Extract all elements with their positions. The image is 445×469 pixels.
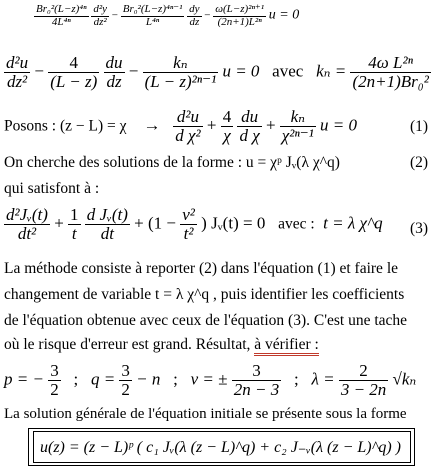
eq2-c [104, 54, 125, 91]
eq3-tail: u = 0 [320, 115, 358, 135]
eq3-d-num: kₙ [280, 108, 316, 127]
eq6-paren-open: (1 − [148, 213, 176, 233]
eq3-a [173, 108, 202, 145]
equation-2: $\frac{\text{d²u}}{\text{dz²}}$ − $\frac{4}{(L - z)}$ $\frac{du}{dz}$ − $\frac{\text{kₙ}}{\text{(L − z)²ⁿ⁻¹}}$ u = 0 avec kₙ = $\frac{\text{4ω L²ⁿ}}{\text{(2n+1)Br₀²}}$ [6, 53, 429, 91]
nu-den: 2n − 3 [233, 379, 280, 399]
term2-deriv [187, 4, 201, 28]
nu-lhs: ν = ± [190, 369, 228, 389]
equation-top [34, 4, 299, 28]
q-den: 2 [121, 379, 130, 399]
eq6-b [68, 206, 81, 243]
eq6-b-num: 1 [70, 205, 79, 224]
eq2-d [143, 54, 219, 91]
tag-2: (2) [410, 154, 429, 171]
eq3-b-num: 4 [222, 107, 232, 126]
q-tail: − n [136, 369, 161, 389]
solution-box [28, 428, 415, 466]
eq2-k-lhs: kₙ = [316, 61, 347, 81]
eq2-b-num: 4 [48, 54, 99, 73]
eq6-d-num: ν² [182, 205, 195, 224]
eq6-c-den: dt [100, 223, 114, 243]
term1-frac [34, 4, 89, 28]
sep-1: ; [73, 369, 79, 389]
p-num: 3 [50, 361, 59, 380]
eq2-tail: u = 0 [222, 61, 260, 81]
eq2-d-num: kₙ [143, 54, 219, 73]
eq2-b [48, 54, 99, 91]
eq2-c-num: du [105, 53, 123, 72]
arrow: → [143, 115, 161, 135]
t1-d-den: dz² [93, 15, 107, 28]
eq6-t: t = λ χ^q [323, 213, 383, 233]
term3-frac [213, 4, 266, 28]
lam-lhs: λ = [311, 369, 335, 389]
eq6-avec: avec : [278, 215, 315, 233]
t2-den: L⁴ⁿ [145, 15, 160, 28]
term1-deriv [91, 4, 109, 28]
t3-den: (2n+1)L²ⁿ [217, 15, 262, 28]
eq3-c [237, 108, 261, 145]
eq6-paren-close: ) Jᵥ(t) = 0 [201, 213, 266, 233]
a-verifier-emph: à vérifier : [254, 336, 319, 356]
solution-box-inner [33, 431, 411, 463]
term2-frac [121, 4, 185, 28]
eq6-a [4, 206, 50, 243]
minus-2: − [204, 9, 211, 22]
t1-den: 4L⁴ⁿ [51, 15, 71, 28]
eq3-a-num: d²u [173, 108, 202, 127]
eq6-d-den: t² [183, 223, 194, 243]
para-line-1: La méthode consiste à reporter (2) dans l'équation (1) et faire le [4, 260, 399, 277]
t2-num: Br₀²(L−z)⁴ⁿ⁻¹ [122, 3, 183, 15]
t2-d-den: dz [189, 15, 200, 28]
q-frac [119, 362, 132, 399]
para-line-4-text: où le risque d'erreur est grand. Résultat, [4, 336, 255, 353]
lam-num: 2 [339, 362, 388, 381]
line-5: qui satisfont à : [4, 180, 100, 197]
para-line-3: de l'équation obtenue avec ceux de l'équation (3). C'est une tache [4, 312, 408, 329]
eq6-c-num: d Jᵥ(t) [86, 205, 128, 224]
eq2-k-frac [350, 54, 430, 91]
p-den: 2 [50, 379, 59, 399]
posons-text: Posons : (z − L) = χ [4, 117, 127, 135]
nu-frac [232, 362, 281, 399]
eq2-a-den: dz² [6, 71, 28, 91]
lam-den: 3 − 2n [340, 379, 387, 399]
p-lhs: p = − [4, 369, 44, 389]
eq6-a-num: d²Jᵥ(t) [6, 205, 48, 224]
eq2-d-den: (L − z)²ⁿ⁻¹ [144, 71, 217, 91]
eq3-c-num: du [237, 108, 261, 127]
eq3-a-den: d χ² [175, 125, 201, 145]
line-last: La solution générale de l'équation initiale se présente sous la forme [4, 406, 407, 422]
equation-6: $\frac{\text{d²Jᵥ(t)}}{\text{dt²}}$ + $\frac{1}{t}$ $\frac{\text{d Jᵥ(t)}}{dt}$ + (1 − $\frac{\text{ν²}}{\text{t²}}$ ) Jᵥ(t) = 0 avec : t = λ χ^q [6, 205, 383, 243]
t2-d-num: dy [189, 3, 200, 15]
sep-3: ; [293, 369, 299, 389]
sep-2: ; [173, 369, 178, 389]
nu-num: 3 [232, 362, 281, 381]
eq2-c-den: dz [106, 71, 122, 91]
eq6-d [180, 206, 197, 243]
minus-1: − [111, 9, 118, 22]
t1-num: Br₀²(L−z)⁴ⁿ [36, 3, 87, 15]
eq6-c [85, 206, 130, 243]
eq2-k-num: 4ω L²ⁿ [350, 54, 430, 73]
line-4: On cherche des solutions de la forme : u = χᵖ Jᵥ(λ χ^q) [4, 154, 340, 171]
eq2-a-num: d²u [6, 53, 29, 72]
lam-frac [339, 362, 388, 399]
eq3-d [280, 108, 316, 145]
tag-3: (3) [410, 220, 429, 237]
t3-num: ω(L−z)²ⁿ⁺¹ [215, 3, 265, 15]
results-row [4, 362, 416, 399]
eq6-a-den: dt² [17, 223, 37, 243]
lam-tail: √kₙ [392, 369, 417, 389]
q-num: 3 [121, 361, 130, 380]
q-lhs: q = [90, 369, 116, 389]
eq6-b-den: t [71, 223, 77, 243]
eq3-d-den: χ²ⁿ⁻¹ [281, 125, 314, 145]
para-line-4 [4, 336, 319, 354]
p-frac [48, 362, 61, 399]
boxed-solution: u(z) = (z − L)ᵖ ( c₁ Jᵥ(λ (z − L)^q) + c₂ J₋ᵥ(λ (z − L)^q) ) [40, 439, 401, 456]
t1-d-num: d²y [93, 3, 107, 15]
equation-3: Posons : (z − L) = χ → $\frac{\text{d²u}}{\text{d χ²}}$ + $\frac{4}{\chi}$ $\frac{du}{\text{d χ}}$ + $\frac{\text{kₙ}}{\text{χ²ⁿ⁻¹}}$ u = 0 [4, 107, 358, 145]
eq3-b [221, 108, 234, 145]
eq2-a [4, 54, 30, 91]
eq2-avec: avec [272, 61, 304, 81]
tag-1: (1) [410, 118, 429, 135]
eq-top-tail: u = 0 [268, 7, 300, 23]
eq2-b-den: (L − z) [50, 71, 98, 91]
eq3-c-den: d χ [239, 125, 260, 145]
eq2-k-den: (2n+1)Br₀² [352, 71, 429, 91]
para-line-2: changement de variable t = λ χ^q , puis identifier les coefficients [4, 286, 405, 303]
eq3-b-den: χ [223, 125, 231, 145]
